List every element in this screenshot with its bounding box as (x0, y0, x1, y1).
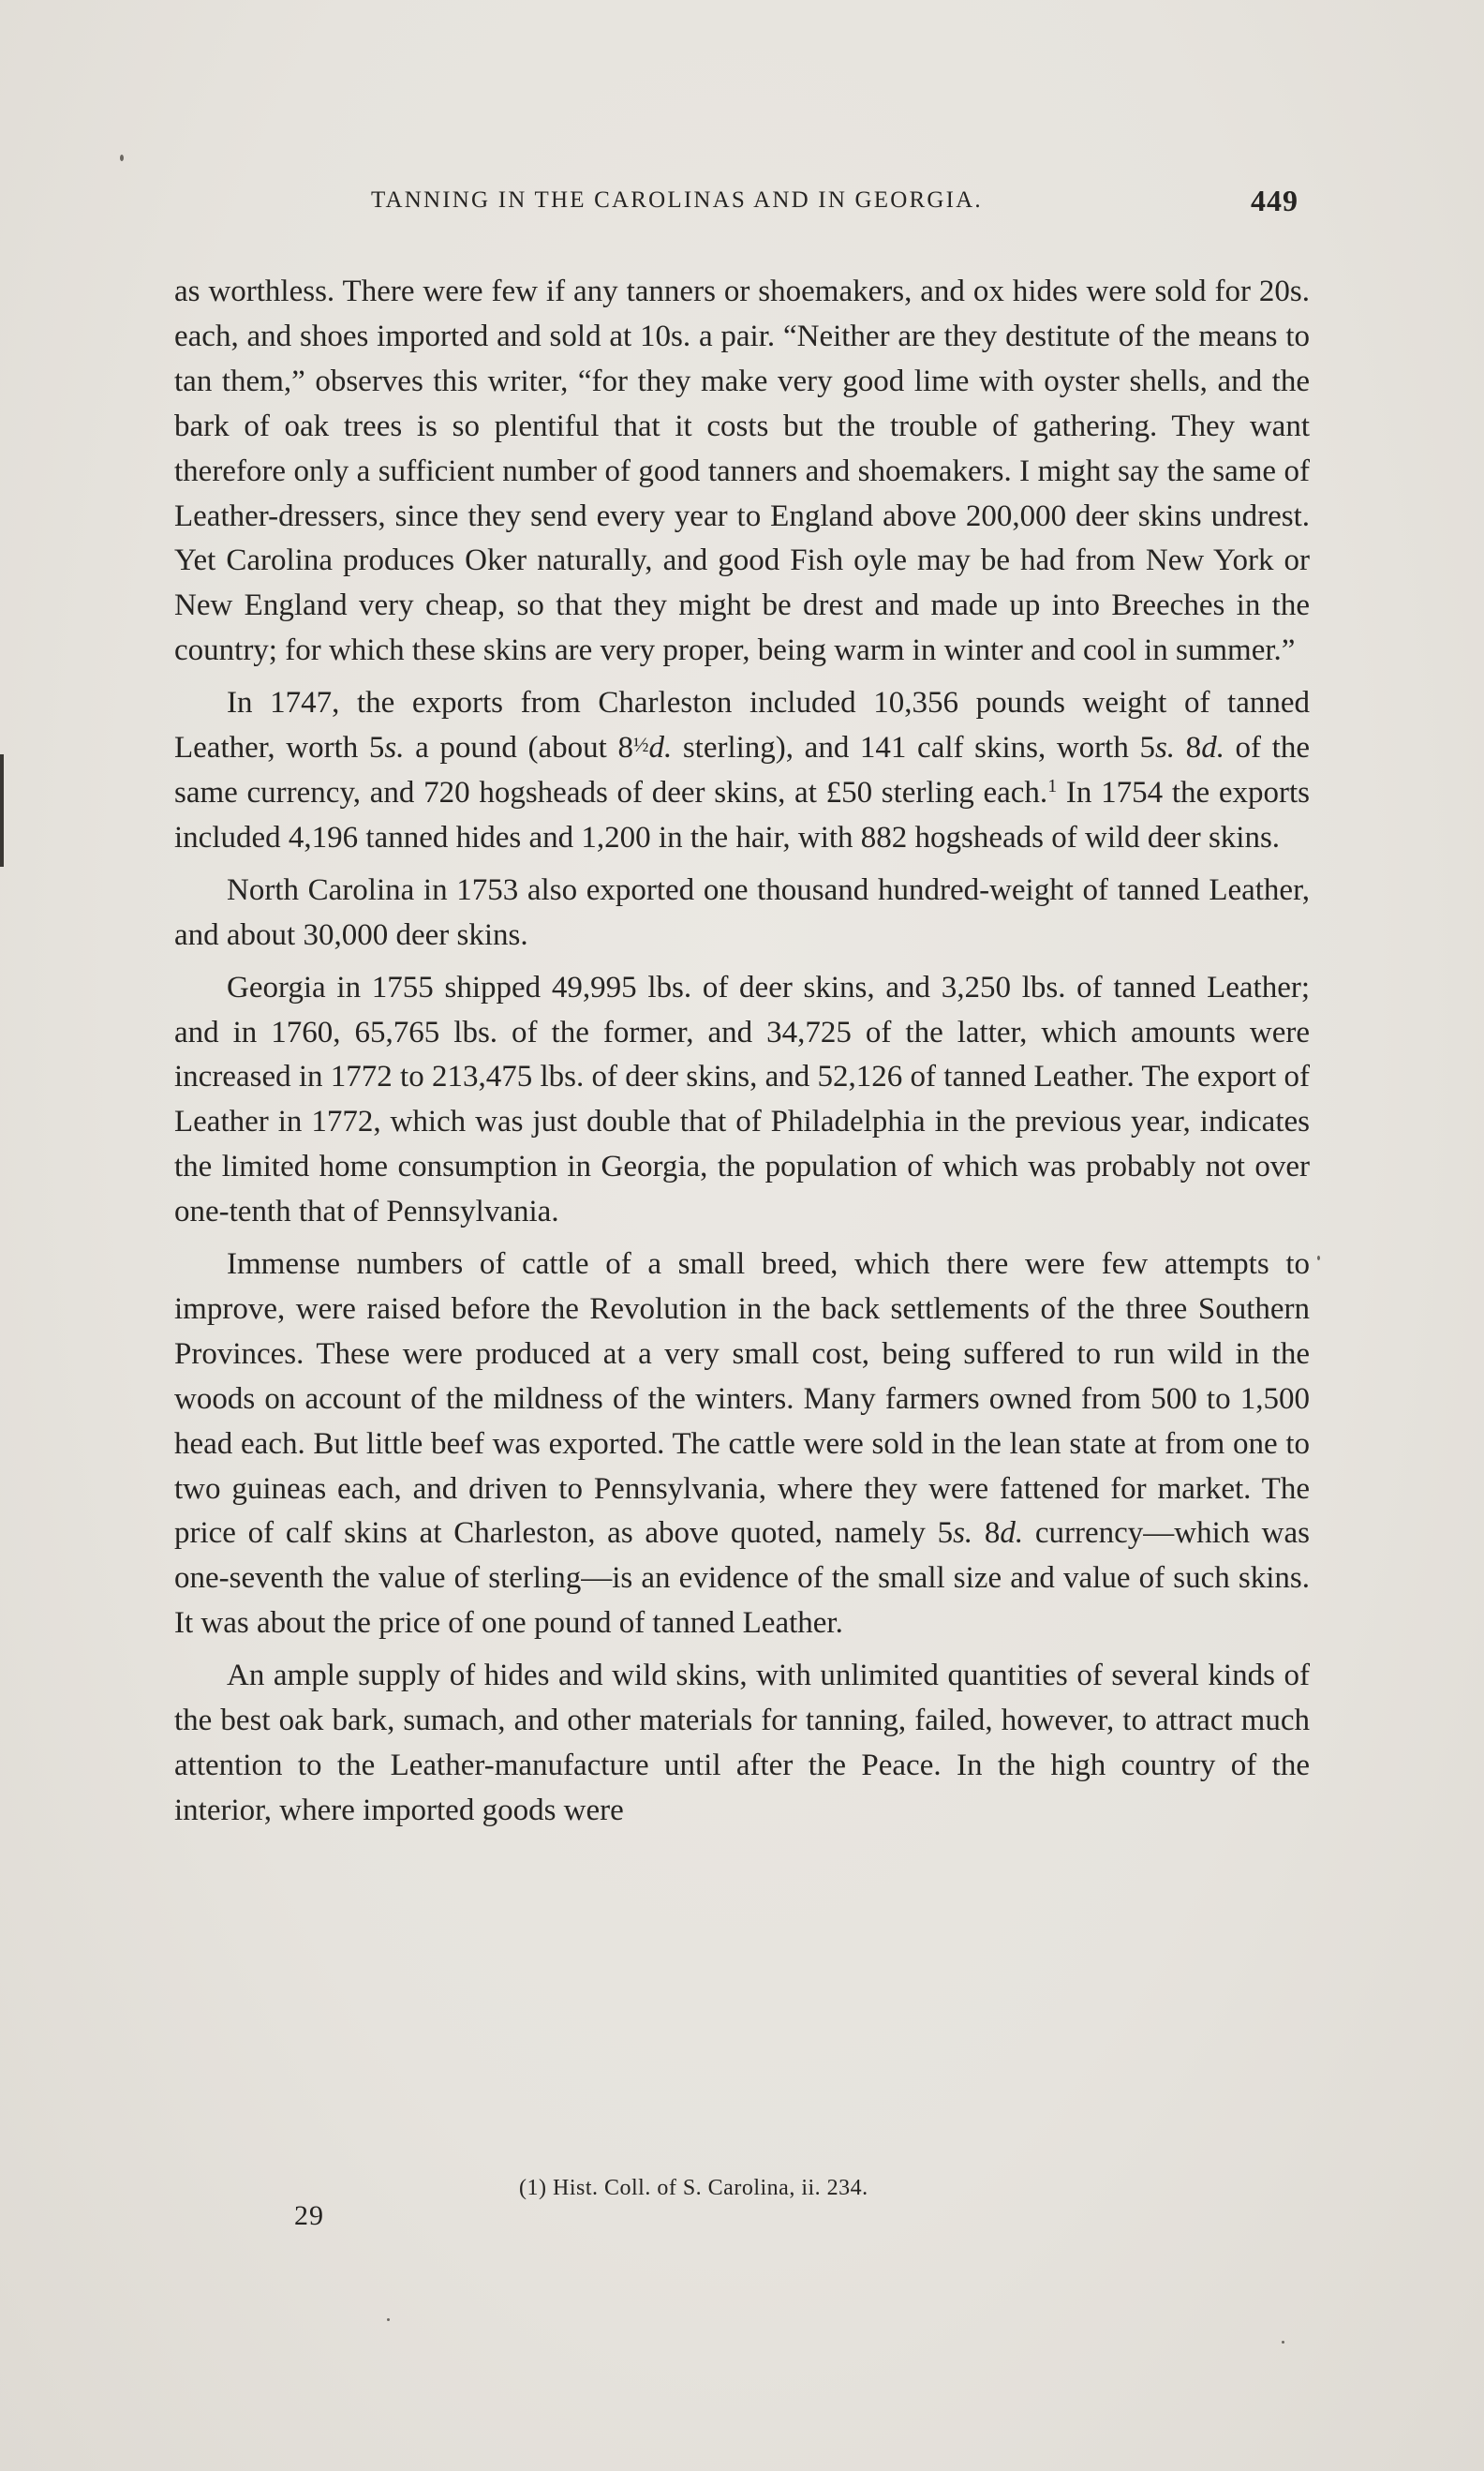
body-text (174, 270, 1310, 1841)
paragraph-1: as worthless. There were few if any tanners or shoemakers, and ox hides were sold for 20s. each, and shoes imported and sold at 10s. a pair. “Neither are they destitute of the means to tan them,” observes this writer, “for they make very good lime with oyster shells, and the bark of oak trees is so plentiful that it costs but the trouble of gathering. They want therefore only a sufficient number of good tanners and shoemakers. I might say the same of Leather-dressers, since they send every year to England above 200,000 deer skins undrest. Yet Carolina produces Oker naturally, and good Fish oyle may be had from New York or New England very cheap, so that they might be drest and made up into Breeches in the country; for which these skins are very proper, being warm in winter and cool in summer.” (174, 275, 1310, 668)
paper-speck (1317, 1256, 1320, 1260)
page-number: 449 (1251, 184, 1298, 217)
paragraph-3: North Carolina in 1753 also exported one thousand hundred-weight of tanned Leather, and about 30,000 deer skins. (174, 872, 1310, 952)
footnote: (1) Hist. Coll. of S. Carolina, ii. 234. (519, 2176, 868, 2200)
paper-speck (1282, 2341, 1284, 2344)
signature-mark: 29 (294, 2200, 324, 2231)
paper-speck (387, 2318, 390, 2321)
paragraph-2: In 1747, the exports from Charleston included 10,356 pounds weight of tanned Leather, worth 5s. a pound (about 8½d. sterling), and 141 calf skins, worth 5s. 8d. of the same currency, and 720 hogsheads of deer skins, at £50 sterling each.$^1$ In 1754 the exports included 4,196 tanned hides and 1,200 in the hair, with 882 hogsheads of wild deer skins. (174, 686, 1310, 855)
running-head: TANNING IN THE CAROLINAS AND IN GEORGIA. (371, 187, 983, 213)
footnote-reference: 1 (1047, 775, 1058, 796)
page-edge-mark (0, 754, 4, 867)
paper-speck (120, 155, 124, 161)
paragraph-5: Immense numbers of cattle of a small breed, which there were few attempts to improve, were raised before the Revolution in the back settlements of the three Southern Provinces. These were produced at a very small cost, being suffered to run wild in the woods on account of the mildness of the winters. Many farmers owned from 500 to 1,500 head each. But little beef was exported. The cattle were sold in the lean state at from one to two guineas each, and driven to Pennsylvania, where they were fattened for market. The price of calf skins at Charleston, as above quoted, namely 5s. 8d. currency—which was one-seventh the value of sterling—is an evidence of the small size and value of such skins. It was about the price of one pound of tanned Leather. (174, 1247, 1311, 1641)
paragraph-6: An ample supply of hides and wild skins, with unlimited quantities of several kinds of the best oak bark, sumach, and other materials for tanning, failed, however, to attract much attention to the Leather-manufacture until after the Peace. In the high country of the interior, where imported goods were (174, 1659, 1310, 1827)
page-header (174, 186, 1310, 217)
fraction-half: ½ (632, 733, 649, 757)
paragraph-4: Georgia in 1755 shipped 49,995 lbs. of deer skins, and 3,250 lbs. of tanned Leather; and in 1760, 65,765 lbs. of the former, and 34,725 of the latter, which amounts were increased in 1772 to 213,475 lbs. of deer skins, and 52,126 of tanned Leather. The export of Leather in 1772, which was just double that of Philadelphia in the previous year, indicates the limited home consumption in Georgia, the population of which was probably not over one-tenth that of Pennsylvania. (174, 970, 1310, 1229)
